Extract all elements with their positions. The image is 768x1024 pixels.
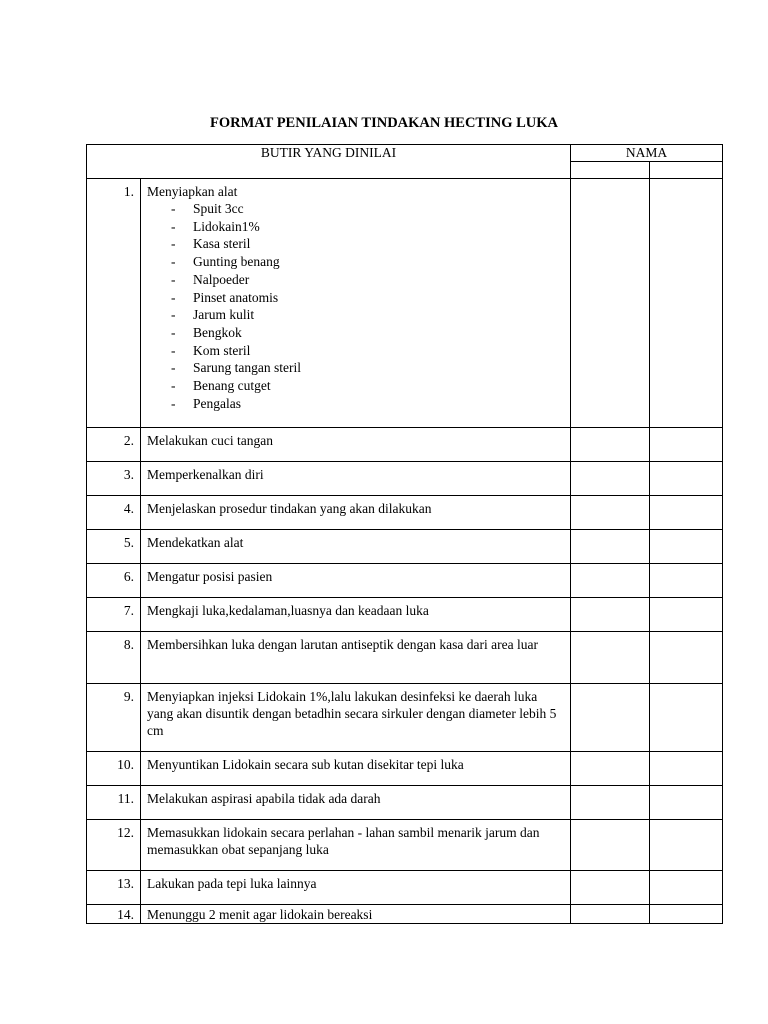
dash-bullet: -	[171, 236, 176, 252]
tool-list	[147, 200, 564, 412]
score-cell[interactable]	[650, 632, 723, 684]
list-item: - Nalpoeder	[171, 271, 250, 287]
table-row	[87, 871, 723, 905]
score-cell[interactable]	[571, 564, 650, 598]
table-row	[87, 598, 723, 632]
name-header: NAMA	[571, 145, 723, 162]
row-description: Melakukan cuci tangan	[141, 428, 571, 462]
row-description: Melakukan aspirasi apabila tidak ada darah	[141, 786, 571, 820]
row-description: Memasukkan lidokain secara perlahan - lahan sambil menarik jarum dan memasukkan obat sepanjang luka	[141, 820, 571, 871]
dash-bullet: -	[171, 342, 176, 358]
row-description: Mendekatkan alat	[141, 530, 571, 564]
list-item: - Bengkok	[171, 324, 242, 340]
row-number: 3.	[87, 462, 141, 496]
table-row	[87, 632, 723, 684]
row-number: 12.	[87, 820, 141, 871]
table-row	[87, 820, 723, 871]
row-number: 7.	[87, 598, 141, 632]
dash-bullet: -	[171, 271, 176, 287]
dash-bullet: -	[171, 378, 176, 394]
table-row	[87, 752, 723, 786]
row-number: 11.	[87, 786, 141, 820]
score-cell[interactable]	[571, 179, 650, 428]
score-cell[interactable]	[650, 871, 723, 905]
score-cell[interactable]	[571, 428, 650, 462]
score-cell[interactable]	[571, 905, 650, 924]
score-cell[interactable]	[571, 871, 650, 905]
table-row	[87, 496, 723, 530]
score-cell[interactable]	[650, 752, 723, 786]
score-cell[interactable]	[571, 530, 650, 564]
list-item: - Gunting benang	[171, 254, 280, 270]
score-cell[interactable]	[571, 786, 650, 820]
dash-bullet: -	[171, 201, 176, 216]
score-cell[interactable]	[650, 820, 723, 871]
list-item: - Pengalas	[171, 395, 241, 411]
row-number: 8.	[87, 632, 141, 684]
score-cell[interactable]	[571, 820, 650, 871]
row-description: Menunggu 2 menit agar lidokain bereaksi	[141, 905, 571, 924]
score-cell[interactable]	[571, 632, 650, 684]
score-cell[interactable]	[571, 684, 650, 752]
score-cell[interactable]	[650, 905, 723, 924]
row-description: Menyuntikan Lidokain secara sub kutan disekitar tepi luka	[141, 752, 571, 786]
score-cell[interactable]	[650, 428, 723, 462]
page-title: FORMAT PENILAIAN TINDAKAN HECTING LUKA	[209, 115, 559, 131]
row-description: Menyiapkan injeksi Lidokain 1%,lalu lakukan desinfeksi ke daerah luka yang akan disuntik dengan betadhin secara sirkuler dengan diameter lebih 5 cm	[141, 684, 571, 752]
list-item: - Kom steril	[171, 342, 251, 358]
dash-bullet: -	[171, 395, 176, 411]
row-number: 13.	[87, 871, 141, 905]
score-cell[interactable]	[571, 598, 650, 632]
score-cell[interactable]	[650, 684, 723, 752]
score-cell[interactable]	[650, 786, 723, 820]
row-description: Membersihkan luka dengan larutan antiseptik dengan kasa dari area luar	[141, 632, 571, 684]
dash-bullet: -	[171, 324, 176, 340]
row-number: 6.	[87, 564, 141, 598]
score-cell[interactable]	[571, 462, 650, 496]
table-row	[87, 530, 723, 564]
score-cell[interactable]	[650, 530, 723, 564]
name-subheader-cell-2	[650, 162, 723, 179]
row-text: Menyiapkan alat	[147, 184, 238, 199]
list-item: - Pinset anatomis	[171, 289, 279, 305]
score-cell[interactable]	[650, 496, 723, 530]
list-item: - Lidokain1%	[171, 218, 260, 234]
table-row	[87, 905, 723, 924]
row-description: Mengkaji luka,kedalaman,luasnya dan keadaan luka	[141, 598, 571, 632]
list-item: - Benang cutget	[171, 378, 271, 394]
score-cell[interactable]	[571, 496, 650, 530]
row-description: Memperkenalkan diri	[141, 462, 571, 496]
score-cell[interactable]	[650, 179, 723, 428]
dash-bullet: -	[171, 360, 176, 376]
table-row	[87, 428, 723, 462]
list-item: - Spuit 3cc	[171, 201, 244, 216]
table-row	[87, 462, 723, 496]
list-item: - Sarung tangan steril	[171, 360, 301, 376]
list-item: - Jarum kulit	[171, 307, 255, 323]
dash-bullet: -	[171, 307, 176, 323]
dash-bullet: -	[171, 218, 176, 234]
row-description	[141, 179, 571, 428]
score-cell[interactable]	[650, 598, 723, 632]
score-cell[interactable]	[650, 564, 723, 598]
criteria-header: BUTIR YANG DINILAI	[87, 145, 571, 179]
row-description: Lakukan pada tepi luka lainnya	[141, 871, 571, 905]
list-item: - Kasa steril	[171, 236, 251, 252]
row-number: 2.	[87, 428, 141, 462]
row-number: 14.	[87, 905, 141, 924]
dash-bullet: -	[171, 289, 176, 305]
row-description: Mengatur posisi pasien	[141, 564, 571, 598]
row-number: 1.	[87, 179, 141, 428]
table-row	[87, 786, 723, 820]
assessment-table	[86, 144, 723, 924]
name-subheader-cell-1	[571, 162, 650, 179]
row-number: 10.	[87, 752, 141, 786]
row-number: 5.	[87, 530, 141, 564]
score-cell[interactable]	[571, 752, 650, 786]
row-number: 9.	[87, 684, 141, 752]
row-description: Menjelaskan prosedur tindakan yang akan dilakukan	[141, 496, 571, 530]
dash-bullet: -	[171, 254, 176, 270]
table-row	[87, 564, 723, 598]
table-row	[87, 684, 723, 752]
score-cell[interactable]	[650, 462, 723, 496]
row-number: 4.	[87, 496, 141, 530]
table-row	[87, 179, 723, 428]
